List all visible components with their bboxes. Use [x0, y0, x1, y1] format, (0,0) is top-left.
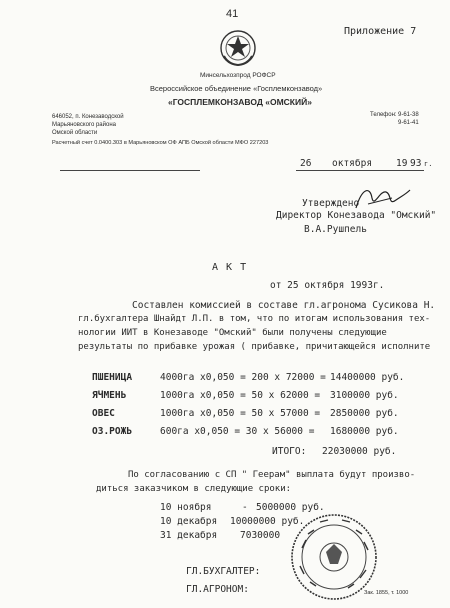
agreement-line-1: По согласованию с СП " Геерам" выплата будут произво- [128, 470, 416, 480]
coat-of-arms-emblem [218, 28, 258, 68]
date-year-prefix: 19 [396, 158, 408, 169]
phone-1: 9-61-38 [398, 112, 419, 118]
payment-date-2: 10 декабря [160, 516, 218, 527]
director-name: В.А.Рушпель [304, 224, 367, 235]
crop-calc-oats: 1000га х0,050 = 50 х 57000 = [160, 408, 321, 419]
phone-label: Телефон: [370, 112, 397, 118]
address-line-1: 646052, п. Конезаводской [52, 114, 124, 120]
bank-account-line: Расчетный счет 0.0400.303 в Марьяновском ОФ АПБ Омской области МФО 227203 [52, 140, 269, 146]
payment-amount-2: 10000000 руб. [230, 516, 305, 527]
crop-name-oats: ОВЕС [92, 408, 115, 419]
payment-date-1: 10 ноября [160, 502, 212, 513]
crop-amount-oats: 2850000 руб. [330, 408, 399, 419]
date-year: 93 [410, 158, 422, 169]
crop-amount-rye: 1680000 руб. [330, 426, 399, 437]
act-title: А К Т [212, 262, 248, 273]
address-line-2: Марьяновского района [52, 122, 116, 128]
phone-2: 9-61-41 [398, 120, 419, 126]
date-month: октября [332, 158, 373, 169]
crop-calc-barley: 1000га х0,050 = 50 х 62000 = [160, 390, 321, 401]
director-position: Директор Конезавода "Омский" [276, 210, 437, 221]
ministry-name: Минсельхозпрод РОФСР [200, 72, 276, 79]
agreement-line-2: диться заказчиком в следующие сроки: [96, 484, 292, 494]
crop-name-rye: ОЗ.РОЖЬ [92, 426, 133, 437]
total-label: ИТОГО: [272, 446, 307, 457]
body-line-2: гл.бухгалтера Шнайдт Л.П. в том, что по итогам использования тех- [78, 314, 431, 324]
date-left-rule [60, 170, 200, 171]
association-name: Всероссийское объединение «Госплемконзавод» [150, 84, 323, 93]
act-date-line: от 25 октября 1993г. [270, 280, 385, 291]
crop-amount-wheat: 14400000 руб. [330, 372, 405, 383]
approved-label: Утверждено [302, 198, 360, 209]
payment-date-3: 31 декабря [160, 530, 218, 541]
date-day: 26 [300, 158, 312, 169]
address-line-3: Омской области [52, 130, 98, 136]
crop-calc-rye: 600га х0,050 = 30 х 56000 = [160, 426, 315, 437]
page-number-mark: 41 [226, 8, 239, 20]
crop-name-wheat: ПШЕНИЦА [92, 372, 133, 383]
round-seal-stamp [288, 512, 380, 602]
total-amount: 22030000 руб. [322, 446, 397, 457]
date-right-rule [296, 170, 424, 171]
attachment-label: Приложение 7 [344, 26, 417, 37]
agronomist-signature-label: ГЛ.АГРОНОМ: [186, 584, 249, 595]
payment-amount-1: 5000000 руб. [256, 502, 325, 513]
date-suffix: г. [424, 160, 433, 168]
plant-name: «ГОСПЛЕМКОНЗАВОД «ОМСКИЙ» [168, 97, 312, 107]
payment-amount-3: 7030000 [240, 530, 281, 541]
accountant-signature-label: ГЛ.БУХГАЛТЕР: [186, 566, 261, 577]
body-line-4: результаты по прибавке урожая ( прибавке, причитающейся исполните [78, 342, 431, 352]
body-line-3: нологии ИИТ в Конезаводе "Омский" были получены следующие [78, 328, 387, 338]
printer-footer: Зак. 1855, т. 1000 [364, 590, 409, 596]
crop-name-barley: ЯЧМЕНЬ [92, 390, 127, 401]
body-line-1: Составлен комиссией в составе гл.агронома Сусикова Н. [132, 300, 436, 311]
crop-calc-wheat: 4000га х0,050 = 200 х 72000 = [160, 372, 326, 383]
payment-dash-1: - [242, 502, 248, 513]
crop-amount-barley: 3100000 руб. [330, 390, 399, 401]
